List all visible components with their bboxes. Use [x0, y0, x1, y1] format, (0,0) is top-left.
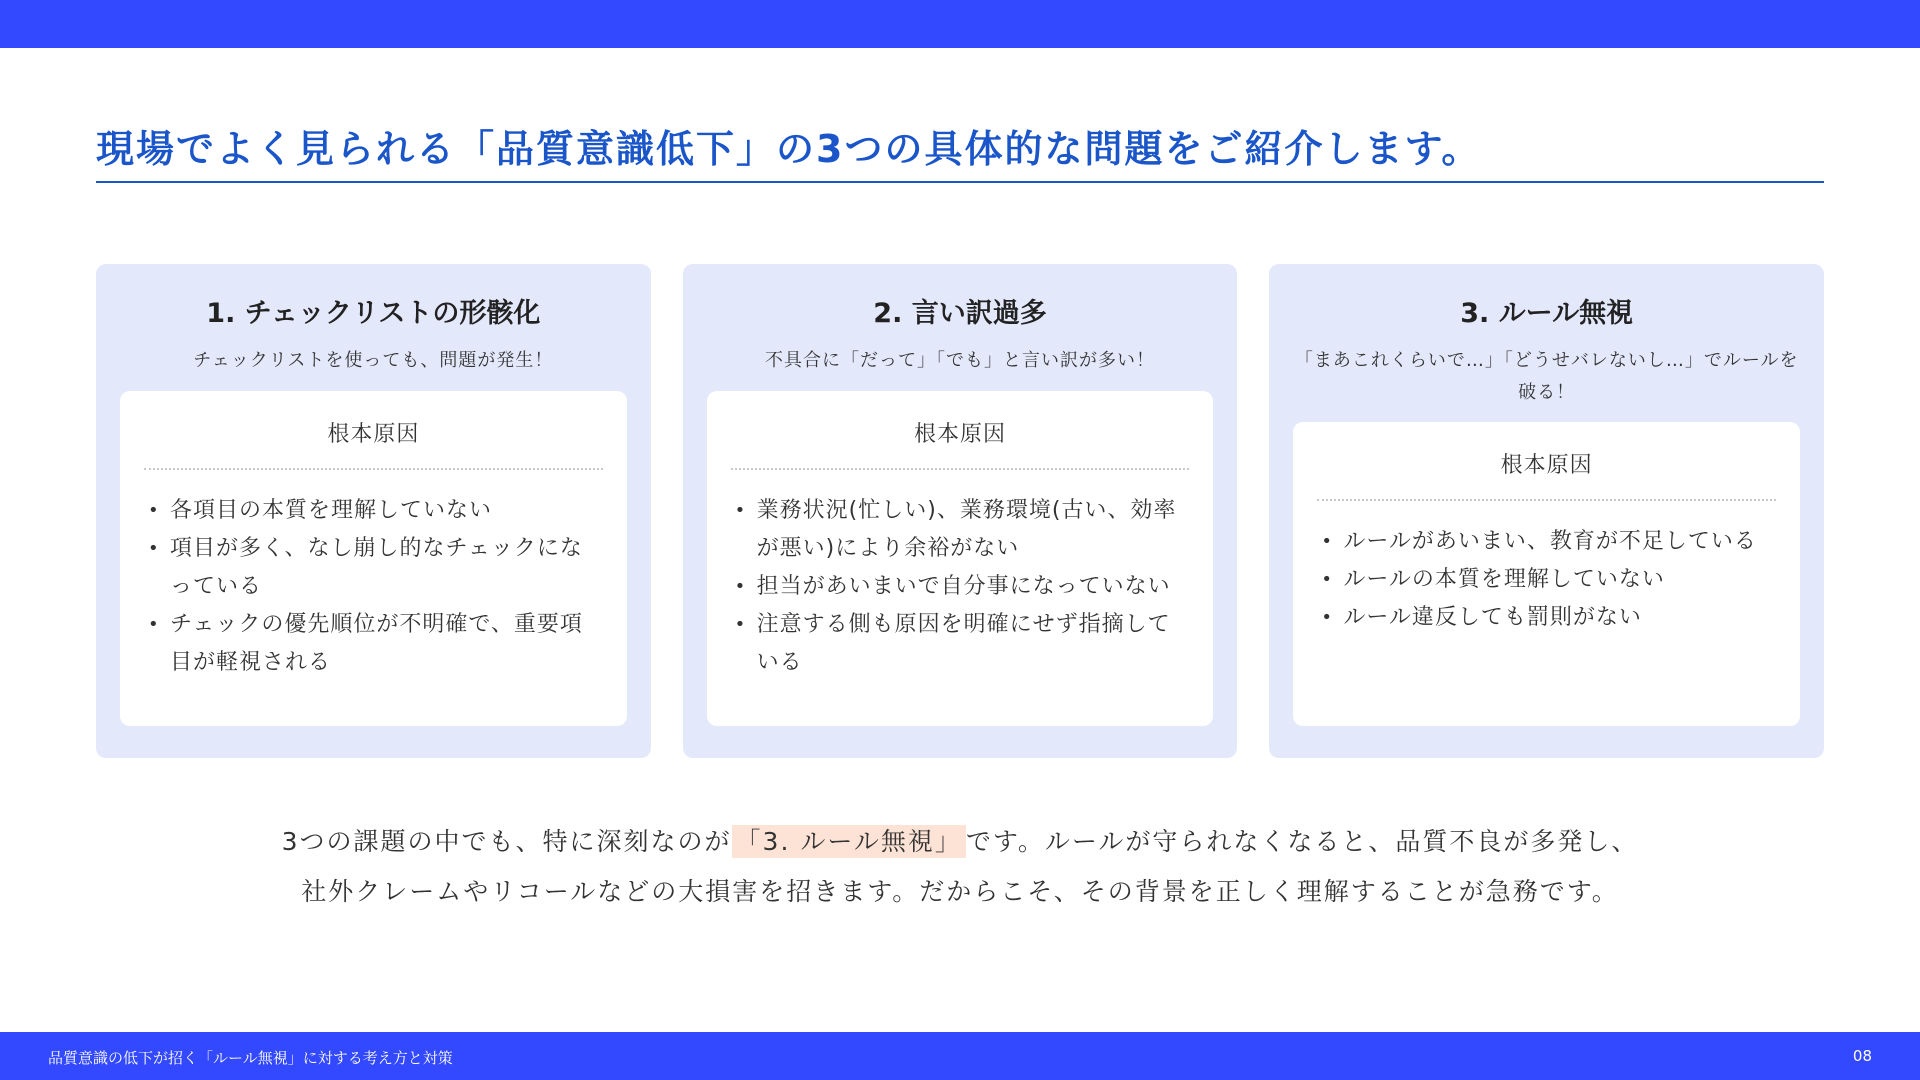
bullet-icon: • [148, 537, 160, 559]
root-cause-heading: 根本原因 [731, 417, 1190, 470]
problem-card-3 [1269, 264, 1824, 758]
bullet-icon: • [734, 613, 747, 635]
footer-title: 品質意識の低下が招く「ルール無視」に対する考え方と対策 [48, 1049, 453, 1067]
bullet-icon: • [148, 613, 160, 635]
highlighted-rule-ignoring: 「3. ルール無視」 [732, 825, 966, 858]
root-cause-list [144, 492, 603, 682]
root-cause-box [1293, 422, 1800, 726]
card-title: 1. チェックリストの形骸化 [206, 298, 541, 329]
list-item: • チェックの優先順位が不明確で、重要項目が軽視される [144, 606, 603, 682]
summary-line-2: 社外クレームやリコールなどの大損害を招きます。だからこそ、その背景を正しく理解することが急務です。 [301, 877, 1619, 906]
list-item: • 各項目の本質を理解していない [144, 492, 603, 530]
root-cause-list [1317, 523, 1776, 637]
footer-bar [0, 1032, 1920, 1080]
list-item: • 注意する側も原因を明確にせず指摘している [731, 606, 1190, 682]
card-subtitle: 不具合に「だって」「でも」と言い訳が多い！ [765, 350, 1155, 372]
list-item: • ルール違反しても罰則がない [1317, 599, 1776, 637]
problem-cards [96, 264, 1824, 758]
card-title: 2. 言い訳過多 [873, 298, 1047, 329]
bullet-icon: • [1321, 569, 1333, 591]
card-subtitle: 「まあこれくらいで…」「どうせバレないし…」でルールを破る！ [1294, 350, 1799, 403]
card-subtitle: チェックリストを使っても、問題が発生！ [193, 350, 554, 372]
problem-card-2 [683, 264, 1238, 758]
top-accent-bar [0, 0, 1920, 48]
list-item: • ルールの本質を理解していない [1317, 561, 1776, 599]
summary-line-1: 3つの課題の中でも、特に深刻なのが 「3. ルール無視」 です。ルールが守られなくなると、品質不良が多発し、 [281, 827, 1639, 856]
bullet-icon: • [1321, 531, 1333, 553]
root-cause-box [707, 391, 1214, 726]
bullet-icon: • [1321, 607, 1333, 629]
card-title: 3. ルール無視 [1460, 298, 1634, 329]
problem-card-1 [96, 264, 651, 758]
page-title: 現場でよく見られる「品質意識低下」の3つの具体的な問題をご紹介します。 [96, 127, 1482, 171]
bullet-icon: • [148, 499, 160, 521]
root-cause-box [120, 391, 627, 726]
list-item: • 担当があいまいで自分事になっていない [731, 568, 1190, 606]
root-cause-heading: 根本原因 [144, 417, 603, 470]
list-item: • ルールがあいまい、教育が不足している [1317, 523, 1776, 561]
list-item: • 項目が多く、なし崩し的なチェックになっている [144, 530, 603, 606]
page-number: 08 [1852, 1047, 1872, 1065]
bullet-icon: • [734, 575, 747, 597]
list-item: • 業務状況(忙しい)、業務環境(古い、効率が悪い)により余裕がない [731, 492, 1190, 568]
root-cause-heading: 根本原因 [1317, 448, 1776, 501]
summary-text [0, 817, 1920, 917]
title-underline [96, 181, 1824, 183]
bullet-icon: • [734, 499, 747, 521]
root-cause-list [731, 492, 1190, 682]
